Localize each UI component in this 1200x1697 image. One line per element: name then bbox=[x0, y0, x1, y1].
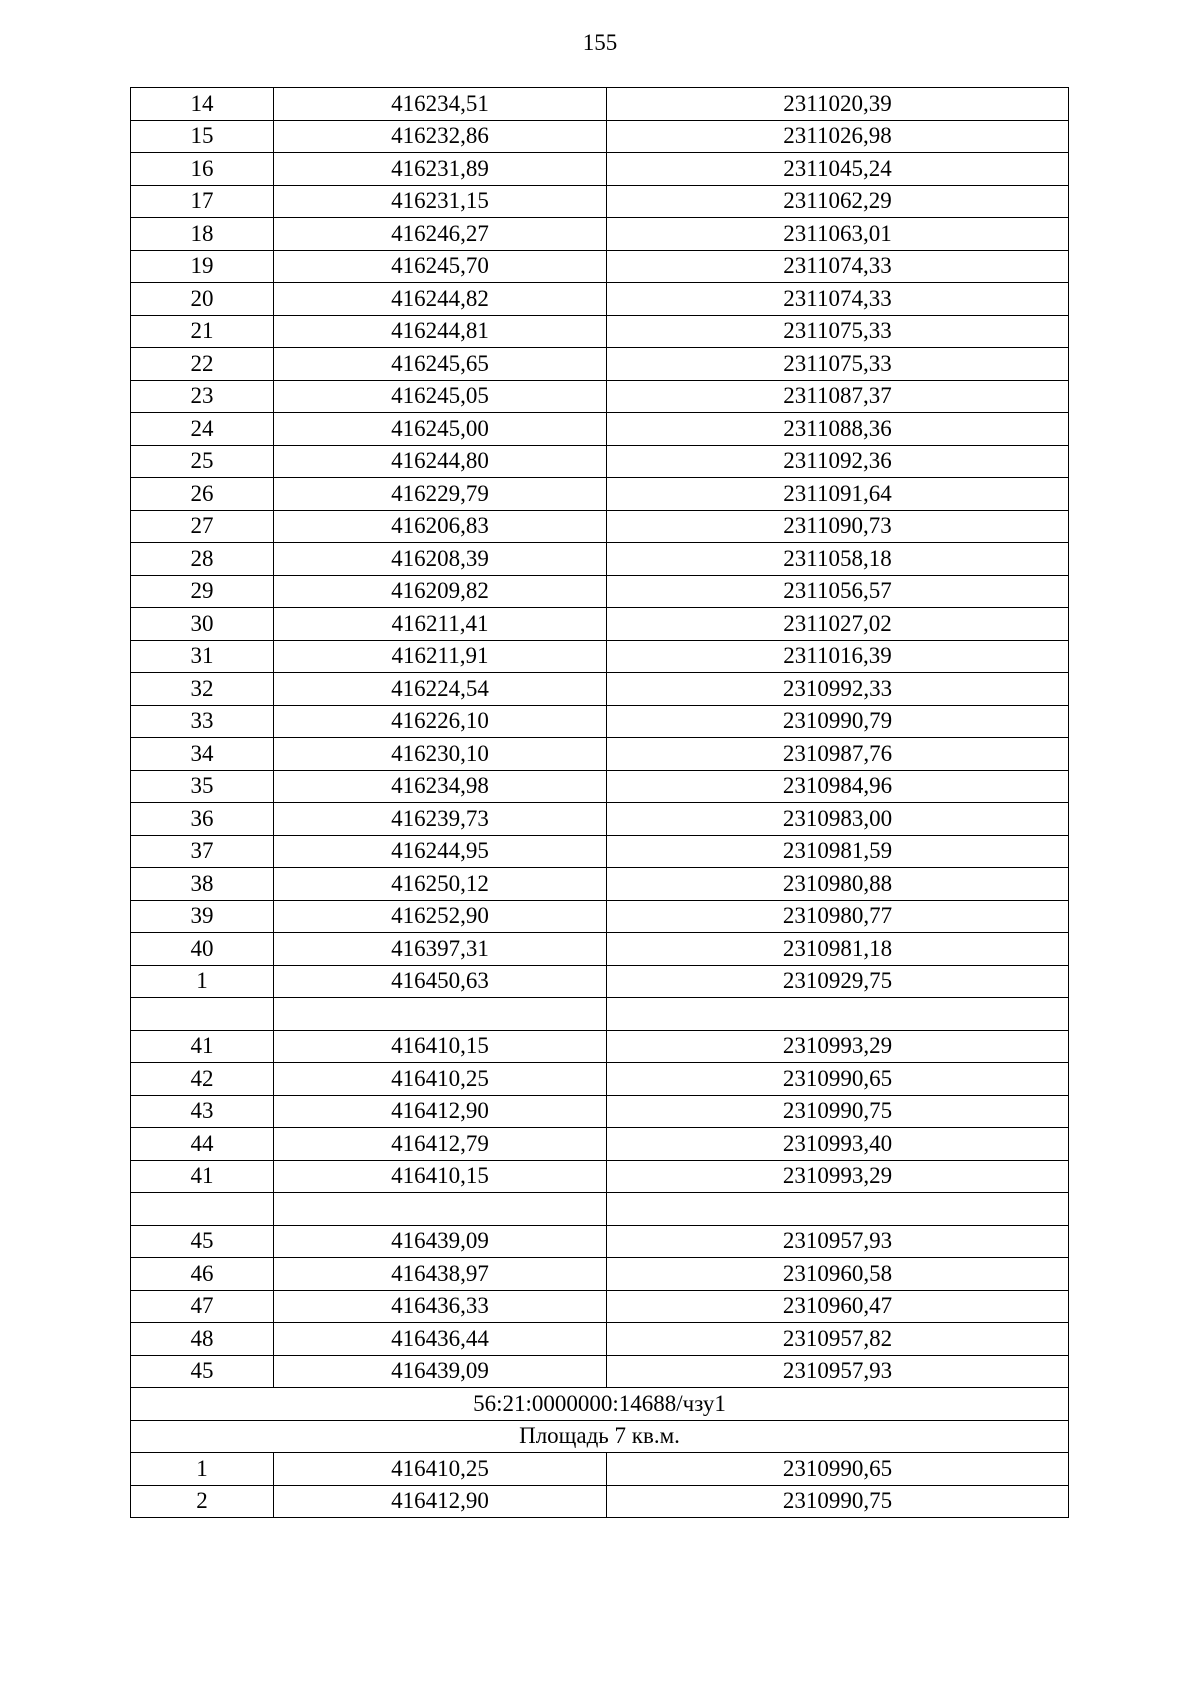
point-number-cell: 16 bbox=[131, 153, 274, 186]
table-row bbox=[131, 1258, 1069, 1291]
section-header-cell: 56:21:0000000:14688/чзу1 bbox=[131, 1388, 1069, 1421]
x-coordinate-cell: 416436,44 bbox=[274, 1323, 607, 1356]
point-number-cell: 27 bbox=[131, 510, 274, 543]
y-coordinate-cell: 2311027,02 bbox=[607, 608, 1069, 641]
table-row bbox=[131, 185, 1069, 218]
table-row bbox=[131, 640, 1069, 673]
point-number-cell: 38 bbox=[131, 868, 274, 901]
table-row bbox=[131, 608, 1069, 641]
x-coordinate-cell: 416412,90 bbox=[274, 1095, 607, 1128]
x-coordinate-cell: 416250,12 bbox=[274, 868, 607, 901]
x-coordinate-cell: 416208,39 bbox=[274, 543, 607, 576]
table-row bbox=[131, 218, 1069, 251]
y-coordinate-cell: 2310990,75 bbox=[607, 1485, 1069, 1518]
point-number-cell: 15 bbox=[131, 120, 274, 153]
y-coordinate-cell: 2310993,29 bbox=[607, 1030, 1069, 1063]
x-coordinate-cell: 416224,54 bbox=[274, 673, 607, 706]
y-coordinate-cell: 2311020,39 bbox=[607, 88, 1069, 121]
y-coordinate-cell: 2311016,39 bbox=[607, 640, 1069, 673]
x-coordinate-cell: 416246,27 bbox=[274, 218, 607, 251]
table-row bbox=[131, 315, 1069, 348]
x-coordinate-cell: 416230,10 bbox=[274, 738, 607, 771]
x-coordinate-cell bbox=[274, 998, 607, 1031]
point-number-cell: 32 bbox=[131, 673, 274, 706]
y-coordinate-cell: 2311088,36 bbox=[607, 413, 1069, 446]
y-coordinate-cell: 2311091,64 bbox=[607, 478, 1069, 511]
x-coordinate-cell: 416232,86 bbox=[274, 120, 607, 153]
point-number-cell: 45 bbox=[131, 1355, 274, 1388]
page-number: 155 bbox=[582, 30, 618, 55]
table-row bbox=[131, 705, 1069, 738]
y-coordinate-cell: 2311062,29 bbox=[607, 185, 1069, 218]
table-row bbox=[131, 1063, 1069, 1096]
point-number-cell: 30 bbox=[131, 608, 274, 641]
table-row bbox=[131, 120, 1069, 153]
x-coordinate-cell: 416234,51 bbox=[274, 88, 607, 121]
x-coordinate-cell: 416412,79 bbox=[274, 1128, 607, 1161]
table-row bbox=[131, 1160, 1069, 1193]
y-coordinate-cell: 2310990,75 bbox=[607, 1095, 1069, 1128]
table-row bbox=[131, 1225, 1069, 1258]
point-number-cell: 36 bbox=[131, 803, 274, 836]
x-coordinate-cell: 416231,15 bbox=[274, 185, 607, 218]
table-row bbox=[131, 1485, 1069, 1518]
table-row bbox=[131, 478, 1069, 511]
point-number-cell: 23 bbox=[131, 380, 274, 413]
y-coordinate-cell: 2310957,82 bbox=[607, 1323, 1069, 1356]
point-number-cell: 40 bbox=[131, 933, 274, 966]
x-coordinate-cell: 416412,90 bbox=[274, 1485, 607, 1518]
coordinates-table-body bbox=[131, 88, 1069, 1518]
table-row bbox=[131, 998, 1069, 1031]
y-coordinate-cell: 2311087,37 bbox=[607, 380, 1069, 413]
table-row bbox=[131, 770, 1069, 803]
x-coordinate-cell: 416244,81 bbox=[274, 315, 607, 348]
section-header-cell: Площадь 7 кв.м. bbox=[131, 1420, 1069, 1453]
table-row bbox=[131, 250, 1069, 283]
table-row bbox=[131, 153, 1069, 186]
y-coordinate-cell: 2310992,33 bbox=[607, 673, 1069, 706]
point-number-cell: 31 bbox=[131, 640, 274, 673]
x-coordinate-cell: 416410,25 bbox=[274, 1453, 607, 1486]
table-row bbox=[131, 673, 1069, 706]
y-coordinate-cell: 2311026,98 bbox=[607, 120, 1069, 153]
table-row bbox=[131, 1095, 1069, 1128]
y-coordinate-cell: 2310981,59 bbox=[607, 835, 1069, 868]
y-coordinate-cell: 2310960,47 bbox=[607, 1290, 1069, 1323]
point-number-cell: 20 bbox=[131, 283, 274, 316]
y-coordinate-cell: 2311045,24 bbox=[607, 153, 1069, 186]
table-row bbox=[131, 445, 1069, 478]
x-coordinate-cell: 416244,82 bbox=[274, 283, 607, 316]
point-number-cell: 19 bbox=[131, 250, 274, 283]
coordinates-table bbox=[130, 87, 1069, 1518]
y-coordinate-cell: 2310929,75 bbox=[607, 965, 1069, 998]
point-number-cell: 46 bbox=[131, 1258, 274, 1291]
point-number-cell: 48 bbox=[131, 1323, 274, 1356]
table-row bbox=[131, 1290, 1069, 1323]
table-row bbox=[131, 543, 1069, 576]
table-row bbox=[131, 965, 1069, 998]
y-coordinate-cell: 2310984,96 bbox=[607, 770, 1069, 803]
y-coordinate-cell: 2311074,33 bbox=[607, 250, 1069, 283]
x-coordinate-cell: 416436,33 bbox=[274, 1290, 607, 1323]
point-number-cell: 47 bbox=[131, 1290, 274, 1323]
y-coordinate-cell: 2311092,36 bbox=[607, 445, 1069, 478]
table-row bbox=[131, 575, 1069, 608]
point-number-cell: 28 bbox=[131, 543, 274, 576]
x-coordinate-cell: 416244,95 bbox=[274, 835, 607, 868]
y-coordinate-cell: 2310993,29 bbox=[607, 1160, 1069, 1193]
table-row bbox=[131, 1355, 1069, 1388]
point-number-cell: 2 bbox=[131, 1485, 274, 1518]
y-coordinate-cell: 2310980,88 bbox=[607, 868, 1069, 901]
y-coordinate-cell: 2310981,18 bbox=[607, 933, 1069, 966]
point-number-cell: 41 bbox=[131, 1030, 274, 1063]
section-header-row bbox=[131, 1388, 1069, 1421]
x-coordinate-cell: 416410,15 bbox=[274, 1030, 607, 1063]
table-row bbox=[131, 1453, 1069, 1486]
point-number-cell: 43 bbox=[131, 1095, 274, 1128]
point-number-cell: 42 bbox=[131, 1063, 274, 1096]
x-coordinate-cell: 416450,63 bbox=[274, 965, 607, 998]
x-coordinate-cell: 416239,73 bbox=[274, 803, 607, 836]
y-coordinate-cell: 2311058,18 bbox=[607, 543, 1069, 576]
point-number-cell: 1 bbox=[131, 1453, 274, 1486]
y-coordinate-cell: 2310987,76 bbox=[607, 738, 1069, 771]
table-row bbox=[131, 283, 1069, 316]
y-coordinate-cell: 2311090,73 bbox=[607, 510, 1069, 543]
y-coordinate-cell: 2310990,65 bbox=[607, 1453, 1069, 1486]
x-coordinate-cell: 416410,25 bbox=[274, 1063, 607, 1096]
point-number-cell: 21 bbox=[131, 315, 274, 348]
point-number-cell: 37 bbox=[131, 835, 274, 868]
x-coordinate-cell: 416439,09 bbox=[274, 1355, 607, 1388]
x-coordinate-cell: 416211,91 bbox=[274, 640, 607, 673]
x-coordinate-cell: 416245,00 bbox=[274, 413, 607, 446]
table-row bbox=[131, 933, 1069, 966]
point-number-cell bbox=[131, 998, 274, 1031]
x-coordinate-cell: 416439,09 bbox=[274, 1225, 607, 1258]
table-row bbox=[131, 1128, 1069, 1161]
y-coordinate-cell: 2310957,93 bbox=[607, 1225, 1069, 1258]
point-number-cell: 17 bbox=[131, 185, 274, 218]
x-coordinate-cell: 416206,83 bbox=[274, 510, 607, 543]
x-coordinate-cell: 416244,80 bbox=[274, 445, 607, 478]
y-coordinate-cell: 2311056,57 bbox=[607, 575, 1069, 608]
y-coordinate-cell: 2311063,01 bbox=[607, 218, 1069, 251]
table-row bbox=[131, 348, 1069, 381]
table-row bbox=[131, 510, 1069, 543]
y-coordinate-cell: 2311074,33 bbox=[607, 283, 1069, 316]
table-row bbox=[131, 868, 1069, 901]
table-row bbox=[131, 380, 1069, 413]
y-coordinate-cell bbox=[607, 998, 1069, 1031]
x-coordinate-cell: 416231,89 bbox=[274, 153, 607, 186]
point-number-cell: 34 bbox=[131, 738, 274, 771]
x-coordinate-cell: 416245,65 bbox=[274, 348, 607, 381]
y-coordinate-cell: 2311075,33 bbox=[607, 315, 1069, 348]
point-number-cell: 33 bbox=[131, 705, 274, 738]
x-coordinate-cell: 416229,79 bbox=[274, 478, 607, 511]
point-number-cell: 41 bbox=[131, 1160, 274, 1193]
x-coordinate-cell: 416252,90 bbox=[274, 900, 607, 933]
y-coordinate-cell: 2310960,58 bbox=[607, 1258, 1069, 1291]
point-number-cell: 14 bbox=[131, 88, 274, 121]
x-coordinate-cell: 416410,15 bbox=[274, 1160, 607, 1193]
x-coordinate-cell bbox=[274, 1193, 607, 1226]
table-row bbox=[131, 1030, 1069, 1063]
y-coordinate-cell: 2310983,00 bbox=[607, 803, 1069, 836]
point-number-cell: 25 bbox=[131, 445, 274, 478]
x-coordinate-cell: 416234,98 bbox=[274, 770, 607, 803]
table-row bbox=[131, 1323, 1069, 1356]
table-row bbox=[131, 1193, 1069, 1226]
point-number-cell: 1 bbox=[131, 965, 274, 998]
x-coordinate-cell: 416397,31 bbox=[274, 933, 607, 966]
y-coordinate-cell: 2310990,79 bbox=[607, 705, 1069, 738]
point-number-cell: 26 bbox=[131, 478, 274, 511]
point-number-cell: 45 bbox=[131, 1225, 274, 1258]
point-number-cell: 24 bbox=[131, 413, 274, 446]
point-number-cell bbox=[131, 1193, 274, 1226]
y-coordinate-cell: 2310993,40 bbox=[607, 1128, 1069, 1161]
y-coordinate-cell: 2310980,77 bbox=[607, 900, 1069, 933]
table-row bbox=[131, 900, 1069, 933]
point-number-cell: 22 bbox=[131, 348, 274, 381]
x-coordinate-cell: 416245,05 bbox=[274, 380, 607, 413]
y-coordinate-cell bbox=[607, 1193, 1069, 1226]
table-row bbox=[131, 835, 1069, 868]
point-number-cell: 39 bbox=[131, 900, 274, 933]
point-number-cell: 29 bbox=[131, 575, 274, 608]
table-row bbox=[131, 88, 1069, 121]
x-coordinate-cell: 416211,41 bbox=[274, 608, 607, 641]
y-coordinate-cell: 2311075,33 bbox=[607, 348, 1069, 381]
y-coordinate-cell: 2310990,65 bbox=[607, 1063, 1069, 1096]
x-coordinate-cell: 416226,10 bbox=[274, 705, 607, 738]
table-row bbox=[131, 803, 1069, 836]
point-number-cell: 35 bbox=[131, 770, 274, 803]
x-coordinate-cell: 416438,97 bbox=[274, 1258, 607, 1291]
table-row bbox=[131, 738, 1069, 771]
point-number-cell: 44 bbox=[131, 1128, 274, 1161]
section-header-row bbox=[131, 1420, 1069, 1453]
point-number-cell: 18 bbox=[131, 218, 274, 251]
x-coordinate-cell: 416245,70 bbox=[274, 250, 607, 283]
table-row bbox=[131, 413, 1069, 446]
y-coordinate-cell: 2310957,93 bbox=[607, 1355, 1069, 1388]
x-coordinate-cell: 416209,82 bbox=[274, 575, 607, 608]
